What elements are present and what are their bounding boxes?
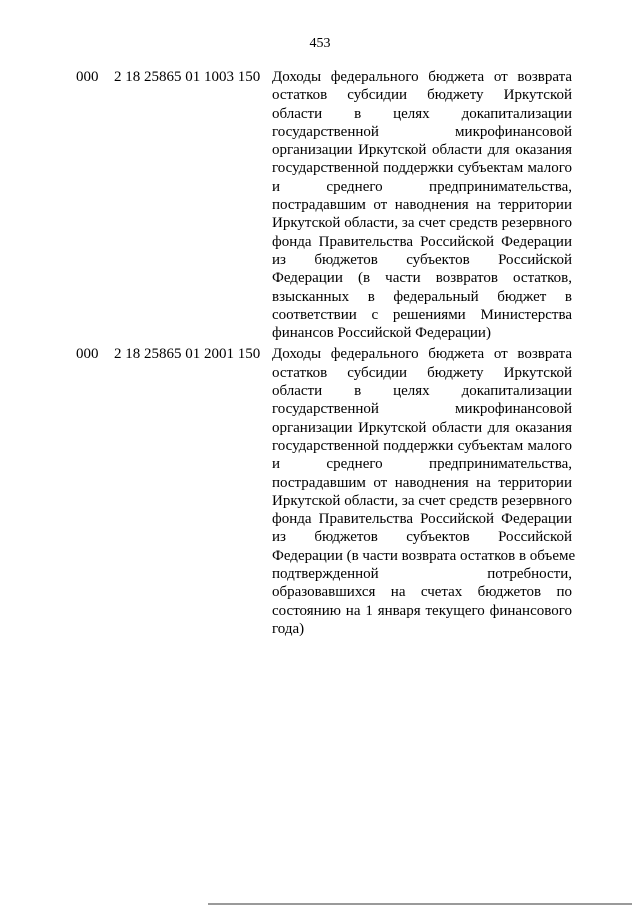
description-line: фонда Правительства Российской Федерации — [272, 233, 572, 250]
description-line: образовавшихся на счетах бюджетов по — [272, 584, 572, 601]
description-line: области в целях докапитализации — [272, 383, 572, 400]
description-line: Доходы федерального бюджета от возврата — [272, 346, 572, 363]
description-line: пострадавшим от наводнения на территории — [272, 197, 572, 214]
table-row — [0, 68, 640, 342]
table-row — [0, 345, 640, 638]
description-line: Федерации (в части возвратов остатков, — [272, 270, 572, 287]
budget-classification-code: 2 18 25865 01 1003 150 — [114, 69, 261, 85]
description-line: Иркутской области, за счет средств резервного — [272, 492, 572, 509]
admin-code: 000 — [76, 69, 99, 85]
description-line: Федерации (в части возврата остатков в объеме — [272, 547, 576, 564]
admin-code: 000 — [76, 346, 99, 363]
description-line: Иркутской области, за счет средств резервного — [272, 215, 572, 232]
description-line: пострадавшим от наводнения на территории — [272, 474, 572, 491]
description-line: взысканных в федеральный бюджет в — [272, 288, 572, 305]
description-line: организации Иркутской области для оказания — [272, 419, 572, 436]
description-line: года) — [272, 620, 305, 637]
description-line: из бюджетов субъектов Российской — [272, 529, 572, 546]
budget-classification-code: 2 18 25865 01 2001 150 — [114, 346, 261, 363]
description-line: финансов Российской Федерации) — [272, 325, 491, 342]
description-line: области в целях докапитализации — [272, 105, 572, 122]
description-line: соответствии с решениями Министерства — [272, 306, 572, 323]
description-line: остатков субсидии бюджету Иркутской — [272, 87, 572, 104]
revenue-description — [272, 345, 576, 638]
description-line: организации Иркутской области для оказания — [272, 142, 572, 159]
description-line: фонда Правительства Российской Федерации — [272, 511, 572, 528]
description-line: Доходы федерального бюджета от возврата — [272, 69, 572, 85]
description-line: и среднего предпринимательства, — [272, 178, 572, 195]
description-line: государственной поддержки субъектам малого — [272, 437, 572, 454]
description-line: из бюджетов субъектов Российской — [272, 251, 572, 268]
description-line: и среднего предпринимательства, — [272, 456, 572, 473]
description-line: подтвержденной потребности, — [272, 566, 572, 583]
budget-code-table — [0, 68, 640, 641]
description-line: состоянию на 1 января текущего финансового — [272, 602, 572, 619]
description-line: государственной микрофинансовой — [272, 401, 572, 418]
description-line: государственной поддержки субъектам малого — [272, 160, 572, 177]
revenue-description — [272, 68, 572, 342]
description-line: остатков субсидии бюджету Иркутской — [272, 364, 572, 381]
page-number: 453 — [309, 36, 331, 51]
description-line: государственной микрофинансовой — [272, 123, 572, 140]
